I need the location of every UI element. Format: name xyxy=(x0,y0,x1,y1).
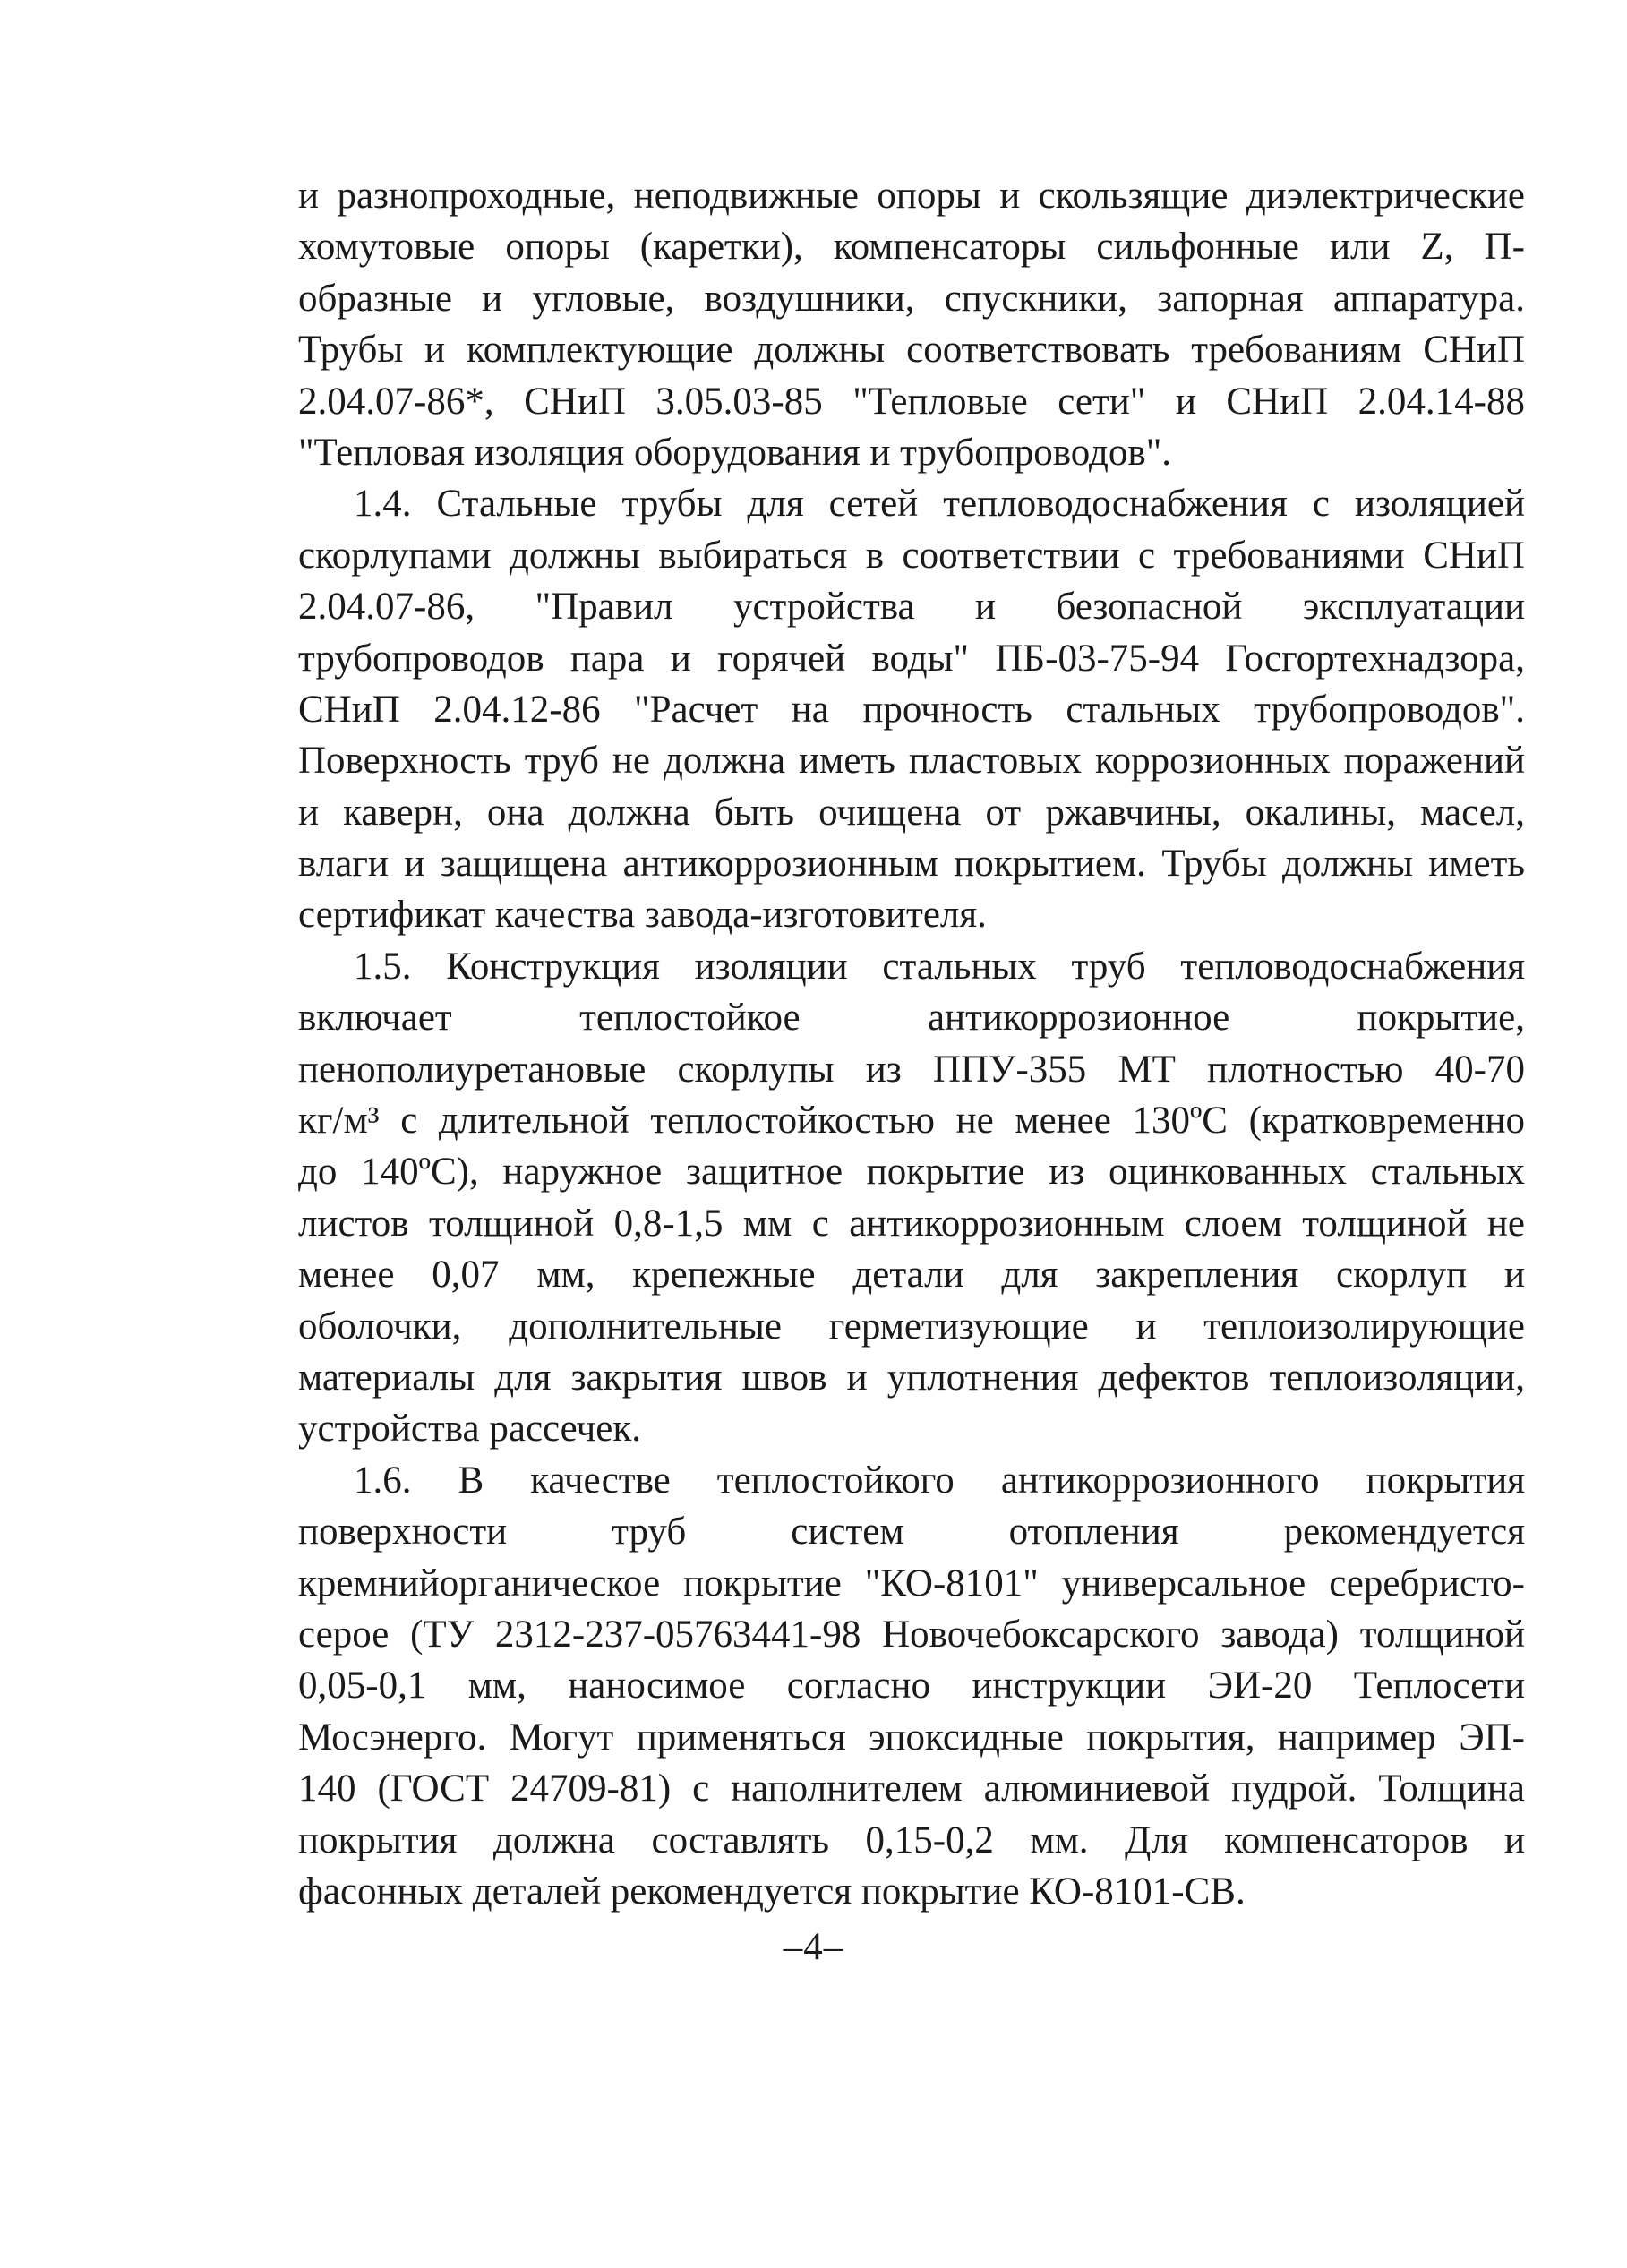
text-line: скорлупами должны выбираться в соответствии с требованиями СНиП xyxy=(298,534,1525,577)
text-line: фасонных деталей рекомендуется покрытие КО-8101-СВ. xyxy=(298,1870,1246,1913)
text-line: 2.04.07-86*, СНиП 3.05.03-85 "Тепловые сети" и СНиП 2.04.14-88 xyxy=(298,380,1525,423)
body-text xyxy=(298,170,1525,1917)
text-line: сертификат качества завода-изготовителя. xyxy=(298,894,987,937)
text-line: менее 0,07 мм, крепежные детали для закрепления скорлуп и xyxy=(298,1254,1525,1297)
text-line: хомутовые опоры (каретки), компенсаторы сильфонные или Z, П- xyxy=(298,226,1525,269)
text-line: и разнопроходные, неподвижные опоры и скользящие диэлектрические xyxy=(298,175,1525,217)
text-line: трубопроводов пара и горячей воды" ПБ-03-75-94 Госгортехнадзора, xyxy=(298,637,1525,680)
text-line: до 140ºС), наружное защитное покрытие из оцинкованных стальных xyxy=(298,1151,1525,1194)
section-1-5-heading-line: 1.5. Конструкция изоляции стальных труб тепловодоснабжения xyxy=(354,945,1525,988)
text-line: Мосэнерго. Могут применяться эпоксидные покрытия, например ЭП- xyxy=(298,1716,1525,1759)
text-line: 0,05-0,1 мм, наносимое согласно инструкции ЭИ-20 Теплосети xyxy=(298,1665,1525,1707)
text-line: покрытия должна составлять 0,15-0,2 мм. Для компенсаторов и xyxy=(298,1819,1525,1861)
section-1-6-heading-line: 1.6. В качестве теплостойкого антикоррозионного покрытия xyxy=(354,1459,1525,1502)
text-line: 2.04.07-86, "Правил устройства и безопасной эксплуатации xyxy=(298,586,1525,629)
page-number: –4– xyxy=(783,1926,844,1968)
text-line: "Тепловая изоляция оборудования и трубопроводов". xyxy=(298,431,1171,474)
text-line: образные и угловые, воздушники, спускники, запорная аппаратура. xyxy=(298,277,1525,320)
text-line: Трубы и комплектующие должны соответствовать требованиям СНиП xyxy=(298,329,1525,372)
text-line: Поверхность труб не должна иметь пластовых коррозионных поражений xyxy=(298,740,1525,783)
text-line: материалы для закрытия швов и уплотнения дефектов теплоизоляции, xyxy=(298,1356,1525,1399)
text-line: листов толщиной 0,8-1,5 мм с антикоррозионным слоем толщиной не xyxy=(298,1202,1525,1245)
text-line: оболочки, дополнительные герметизующие и теплоизолирующие xyxy=(298,1305,1525,1348)
text-line: устройства рассечек. xyxy=(298,1408,642,1451)
text-line: 140 (ГОСТ 24709-81) с наполнителем алюминиевой пудрой. Толщина xyxy=(298,1767,1525,1810)
text-line: пенополиуретановые скорлупы из ППУ-355 МТ плотностью 40-70 xyxy=(298,1048,1525,1091)
section-1-4-heading-line: 1.4. Стальные трубы для сетей тепловодоснабжения с изоляцией xyxy=(354,483,1525,526)
text-line: поверхности труб систем отопления рекомендуется xyxy=(298,1511,1525,1553)
text-line: и каверн, она должна быть очищена от ржавчины, окалины, масел, xyxy=(298,791,1525,834)
text-line: кремнийорганическое покрытие "КО-8101" универсальное серебристо- xyxy=(298,1562,1525,1605)
text-line: включает теплостойкое антикоррозионное покрытие, xyxy=(298,997,1525,1040)
text-line: влаги и защищена антикоррозионным покрытием. Трубы должны иметь xyxy=(298,843,1525,886)
text-line: серое (ТУ 2312-237-05763441-98 Новочебоксарского завода) толщиной xyxy=(298,1613,1525,1656)
text-line: кг/м³ с длительной теплостойкостью не менее 130ºС (кратковременно xyxy=(298,1100,1525,1143)
text-line: СНиП 2.04.12-86 "Расчет на прочность стальных трубопроводов". xyxy=(298,688,1525,731)
